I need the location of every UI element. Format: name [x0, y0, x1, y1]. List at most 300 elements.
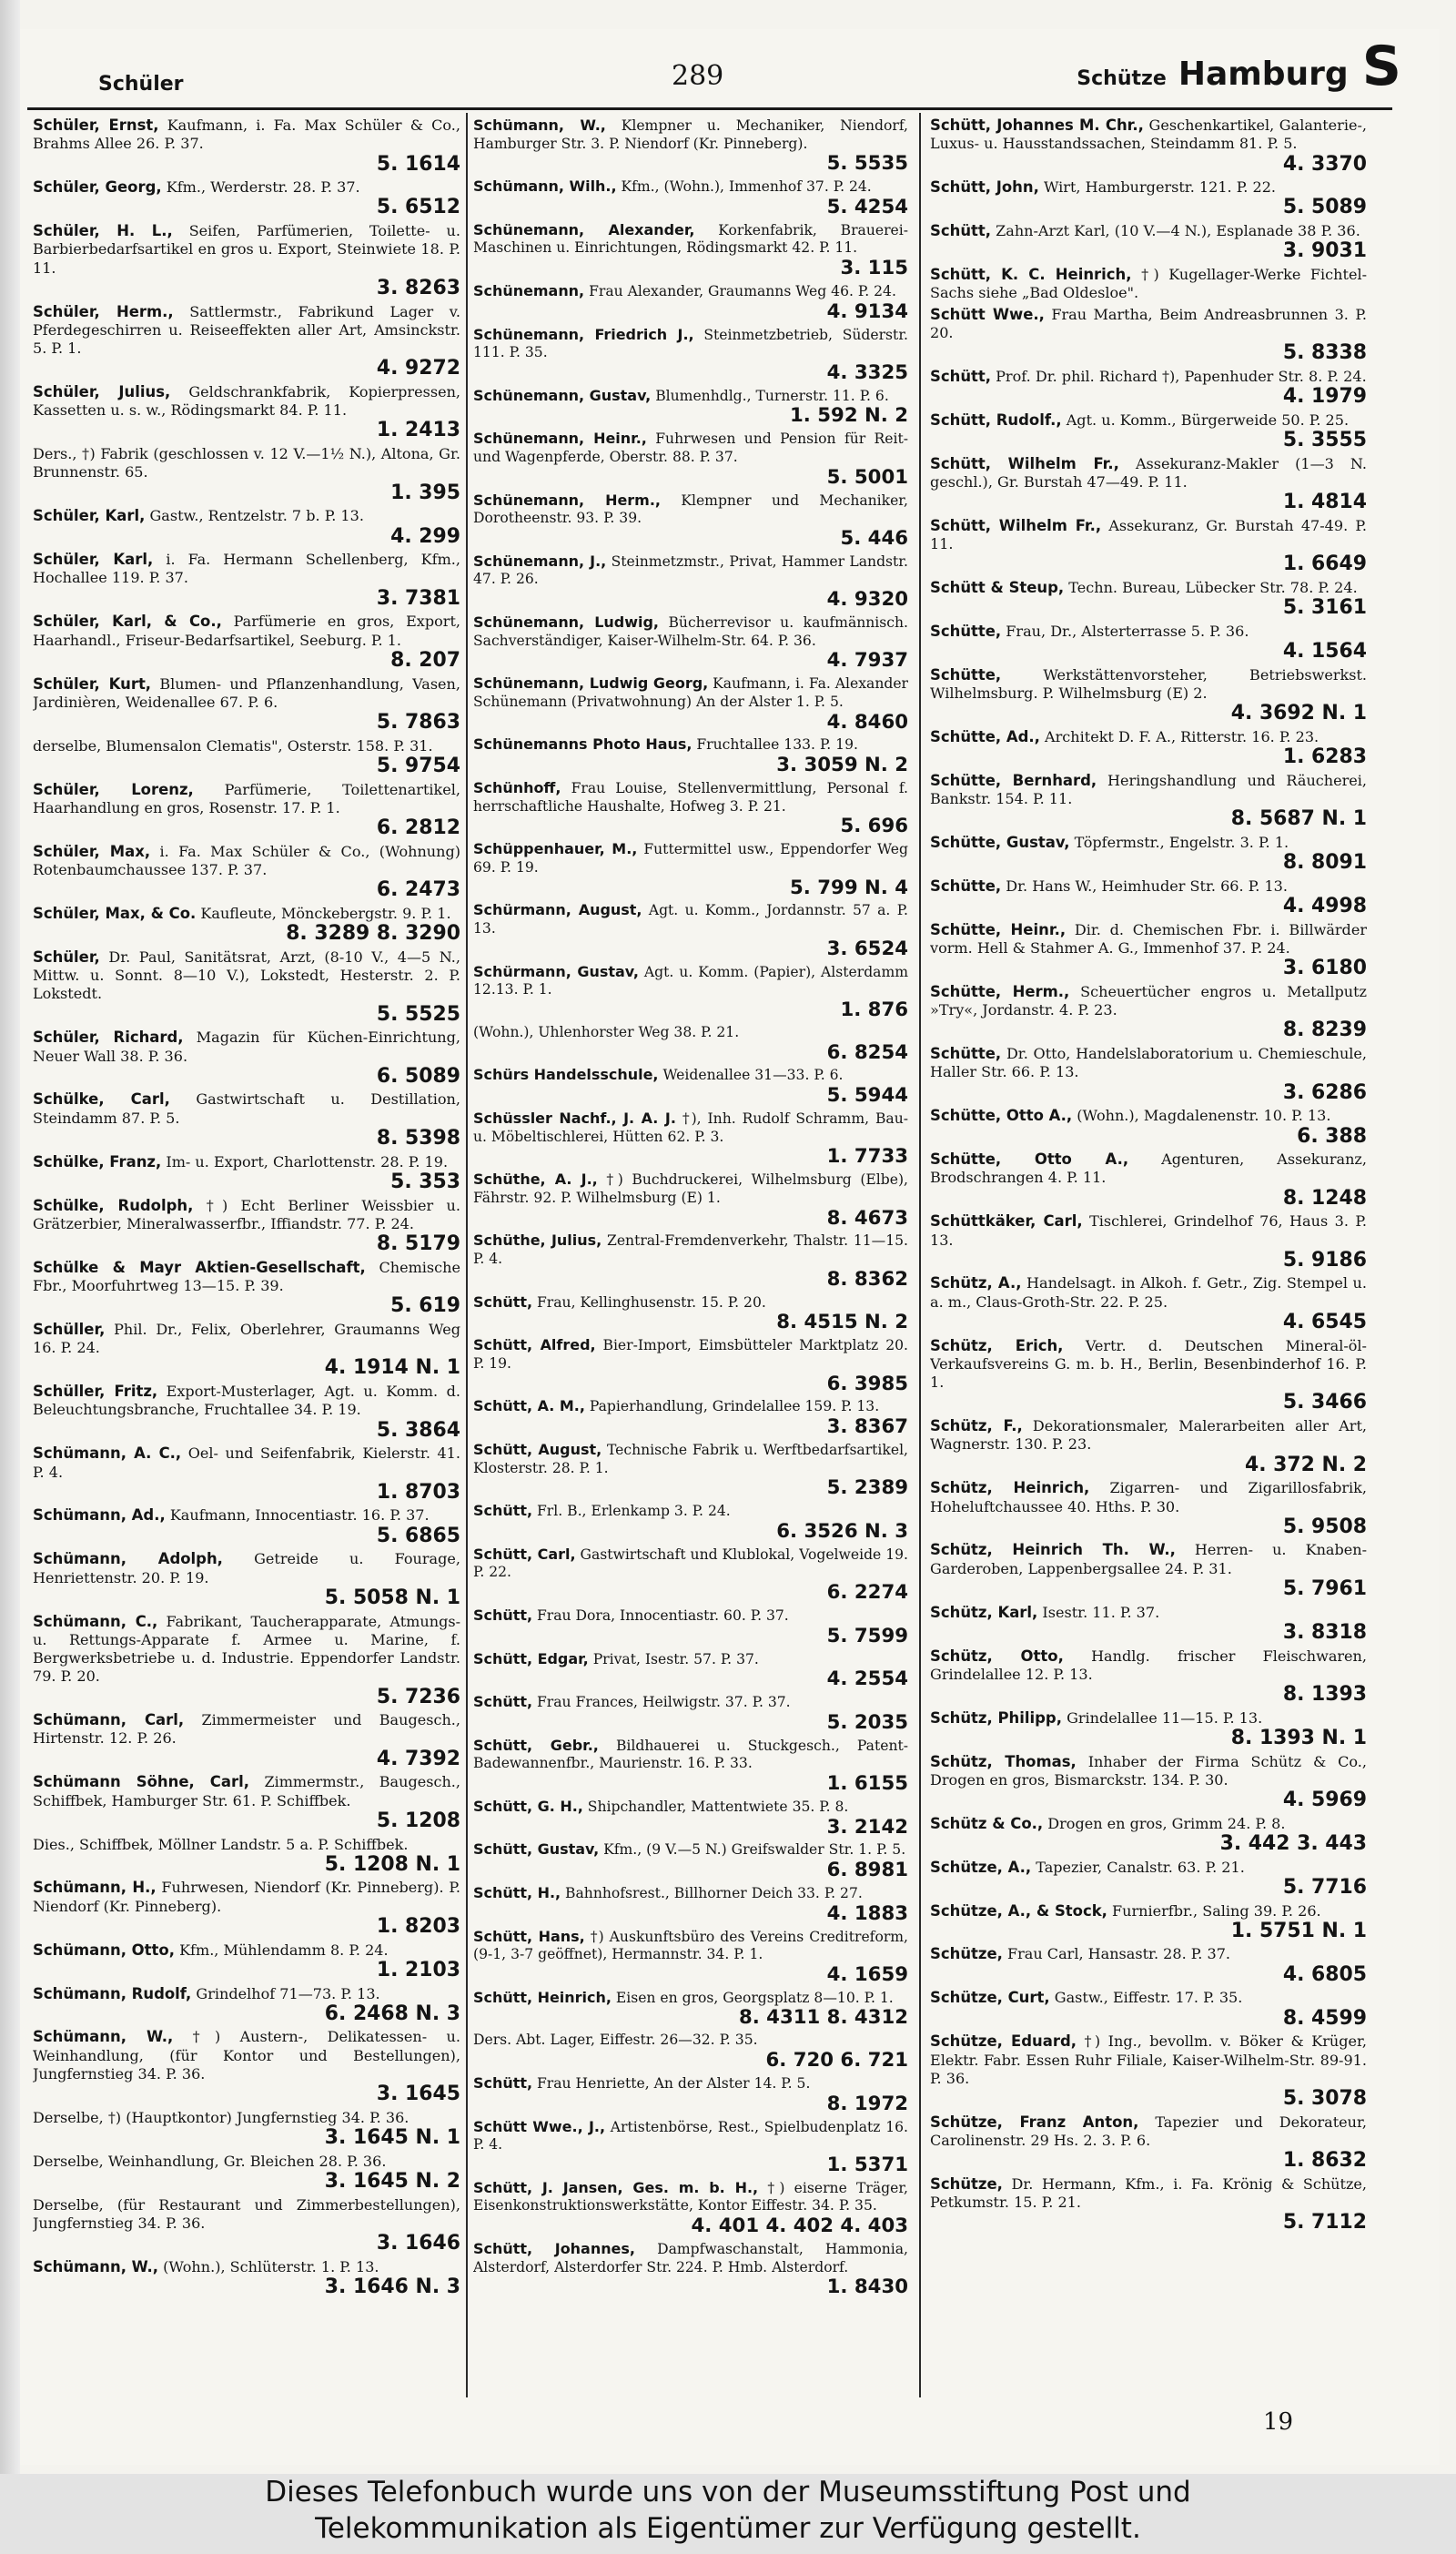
entry-details: Weidenallee 31—33. P. 6. — [662, 1067, 844, 1084]
phone-number: 5. 9754 — [376, 754, 460, 777]
entry-name: Schüler, Karl, — [33, 507, 146, 525]
directory-entry — [930, 1479, 1367, 1538]
entry-name: Schülke & Mayr Aktien-Gesellschaft, — [33, 1258, 366, 1276]
entry-name: Schümann, C., — [33, 1612, 158, 1630]
entry-text — [930, 1045, 1367, 1082]
entry-text — [33, 222, 460, 278]
entry-text — [33, 1985, 460, 2003]
entry-name: Schütze, Eduard, — [930, 2032, 1077, 2051]
phone-number: 3. 8367 — [826, 1415, 908, 1439]
directory-entry — [33, 675, 460, 735]
entry-text — [930, 306, 1367, 343]
entry-name: Schünemann, — [473, 282, 585, 299]
phone-number: 4. 7937 — [826, 649, 908, 673]
directory-entry — [930, 666, 1367, 725]
directory-entry — [33, 1321, 460, 1380]
entry-name: Schütte, Gustav, — [930, 833, 1070, 851]
directory-entry — [930, 877, 1367, 918]
entry-name: Schümann, A. C., — [33, 1444, 182, 1463]
entry-name: Schüller, — [33, 1320, 106, 1338]
directory-entry — [473, 2240, 908, 2298]
entry-text — [930, 517, 1367, 554]
entry-name: Schütz, Heinrich Th. W., — [930, 1541, 1176, 1559]
phone-number: 6. 2473 — [376, 878, 460, 902]
entry-text — [930, 728, 1367, 746]
directory-entry — [473, 1110, 908, 1168]
directory-entry — [930, 579, 1367, 620]
entry-text — [930, 2032, 1367, 2088]
entry-text — [473, 1231, 908, 1268]
directory-entry — [33, 507, 460, 548]
entry-name: Schütt, Johannes, — [473, 2239, 635, 2257]
entry-details: Frau Alexander, Graumanns Weg 46. P. 24. — [589, 283, 896, 299]
entry-details: Kfm., Werderstr. 28. P. 37. — [166, 178, 360, 197]
entry-name: Schütt, — [473, 1502, 533, 1520]
entry-name: Schümann, Rudolf, — [33, 1984, 192, 2002]
entry-details: Im- u. Export, Charlottenstr. 28. P. 19. — [166, 1152, 449, 1171]
entry-details: Ders. Abt. Lager, Eiffestr. 26—32. P. 35. — [473, 2032, 758, 2049]
entry-text — [473, 674, 908, 711]
entry-details: Kfm., (Wohn.), Immenhof 37. P. 24. — [621, 178, 872, 196]
entry-details: Bildhauerei u. Stuckgesch., Patent-Badewannenfbr., Maurienstr. 16. P. 33. — [473, 1737, 908, 1772]
phone-number: 5. 5001 — [826, 465, 908, 489]
entry-details: Parfümerie en gros, Export, Haarhandl., Friseur-Bedarfsartikel, Seeburg. P. 1. — [33, 613, 460, 649]
directory-entry — [473, 1737, 908, 1795]
header-letter: S — [1361, 35, 1401, 98]
entry-details: Shipchandler, Mattentwiete 35. P. 8. — [587, 1798, 849, 1815]
phone-number: 6. 2274 — [826, 1581, 908, 1605]
entry-name: Schütt, J. Jansen, Ges. m. b. H., — [473, 2178, 759, 2196]
directory-entry — [473, 1546, 908, 1604]
phone-number: 5. 9508 — [1282, 1515, 1367, 1538]
entry-details: Gastwirtschaft u. Destillation, Steindamm 87. P. 5. — [33, 1090, 460, 1127]
directory-entry — [930, 266, 1367, 303]
entry-name: Schütt, A. M., — [473, 1397, 585, 1415]
entry-text — [473, 1546, 908, 1582]
entry-details: Tischlerei, Grindelhof 76, Haus 3. P. 13. — [930, 1212, 1367, 1249]
entry-name: Schütt, K. C. Heinrich, — [930, 265, 1132, 283]
entry-details: Parfümerie, Toilettenartikel, Haarhandlung en gros, Rosenstr. 17. P. 1. — [33, 780, 460, 816]
phone-number: 5. 9186 — [1282, 1248, 1367, 1272]
directory-entry — [930, 178, 1367, 219]
entry-name: Schülke, Rudolph, — [33, 1196, 194, 1214]
entry-text — [473, 1171, 908, 1207]
footer-line-1: Dieses Telefonbuch wurde uns von der Museumsstiftung Post und — [265, 2476, 1191, 2508]
entry-text — [33, 1321, 460, 1358]
phone-number: 4. 7392 — [376, 1747, 460, 1770]
phone-number: 6. 3526 N. 3 — [776, 1519, 908, 1543]
entry-name: Schüler, Georg, — [33, 178, 162, 197]
directory-entry — [473, 2074, 908, 2115]
directory-entry — [473, 1840, 908, 1881]
phone-number: 4. 1659 — [826, 1962, 908, 1986]
phone-number: 8. 5687 N. 1 — [1230, 807, 1367, 831]
entry-text — [33, 1613, 460, 1687]
entry-name: Schünemann, Alexander, — [473, 220, 695, 238]
entry-text — [930, 222, 1367, 240]
phone-number: 5. 1614 — [376, 152, 460, 176]
entry-name: Schünemann, Ludwig, — [473, 613, 659, 631]
directory-entry — [33, 445, 460, 504]
entry-name: Schüler, — [33, 948, 100, 966]
entry-details: Bahnhofsrest., Billhorner Deich 33. P. 27. — [565, 1885, 863, 1902]
directory-entry — [33, 383, 460, 442]
entry-name: Schütt, — [473, 2073, 533, 2092]
entry-name: Schütt, John, — [930, 178, 1039, 197]
entry-name: Schütt, G. H., — [473, 1797, 583, 1815]
directory-entry — [33, 1941, 460, 1982]
entry-details: Frau Louise, Stellenvermittlung, Personal f. herrschaftliche Haushalte, Hofweg 3. P. 21. — [473, 780, 908, 815]
phone-number: 3. 1645 N. 1 — [324, 2126, 460, 2150]
phone-number: 5. 5058 N. 1 — [324, 1586, 460, 1609]
directory-entry — [33, 178, 460, 219]
entry-text — [930, 1989, 1367, 2007]
entry-name: Schüler, Max, & Co. — [33, 904, 197, 922]
entry-details: Bier-Import, Eimsbütteler Marktplatz 20. P. 19. — [473, 1337, 908, 1372]
directory-entry — [473, 1231, 908, 1290]
entry-text — [930, 877, 1367, 896]
directory-entry — [930, 1859, 1367, 1900]
entry-name: Schüler, Karl, & Co., — [33, 613, 222, 631]
entry-details: Phil. Dr., Felix, Oberlehrer, Graumanns Weg 16. P. 24. — [33, 1320, 460, 1357]
directory-entry — [473, 613, 908, 672]
entry-details: †) Ing., bevollm. v. Böker & Krüger, Elektr. Fabr. Essen Ruhr Filiale, Kaiser-Wilhelm-Str. 89-91. P. 36. — [930, 2032, 1367, 2087]
entry-text — [473, 221, 908, 258]
entry-details: Handelsagt. in Alkoh. f. Getr., Zig. Stempel u. a. m., Claus-Groth-Str. 22. P. 25. — [930, 1274, 1367, 1311]
entry-name: Schünemann, J., — [473, 552, 607, 570]
entry-details: Blumenhdlg., Turnerstr. 11. P. 6. — [655, 387, 889, 404]
directory-entry — [473, 779, 908, 837]
entry-details: Kaufleute, Mönckebergstr. 9. P. 1. — [200, 904, 451, 922]
entry-name: Schünemann, Gustav, — [473, 386, 652, 404]
header-city: Hamburg — [1178, 56, 1349, 93]
phone-number: 6. 720 6. 721 — [765, 2049, 908, 2073]
phone-number: 5. 5535 — [826, 152, 908, 176]
entry-text — [930, 1815, 1367, 1833]
entry-name: Schütt, Hans, — [473, 1927, 585, 1945]
directory-entry — [33, 1985, 460, 2026]
entry-details: Dampfwaschanstalt, Hammonia, Alsterdorf, Alsterdorfer Str. 224. P. Hmb. Alsterdorf. — [473, 2240, 908, 2275]
entry-text — [930, 368, 1367, 386]
entry-text — [473, 2032, 908, 2050]
entry-details: Inhaber der Firma Schütz & Co., Drogen en gros, Bismarckstr. 134. P. 30. — [930, 1752, 1367, 1789]
header-rule — [27, 107, 1392, 110]
directory-entry — [473, 1066, 908, 1107]
entry-details: Agt. u. Komm., Jordannstr. 57 a. P. 13. — [473, 902, 908, 937]
directory-entry — [473, 1502, 908, 1543]
entry-text — [33, 2258, 460, 2276]
phone-number: 8. 1393 N. 1 — [1230, 1726, 1367, 1749]
phone-number: 3. 1645 — [376, 2083, 460, 2106]
entry-text — [930, 666, 1367, 704]
entry-details: Assekuranz, Gr. Burstah 47-49. P. 11. — [930, 516, 1367, 552]
directory-entry — [473, 963, 908, 1021]
phone-number: 5. 446 — [840, 526, 908, 550]
phone-number: 4. 3325 — [826, 360, 908, 384]
entry-details: (Wohn.), Schlüterstr. 1. P. 13. — [163, 2257, 379, 2275]
entry-text — [33, 1550, 460, 1587]
phone-number: 1. 8203 — [376, 1914, 460, 1938]
entry-text — [930, 772, 1367, 809]
entry-name: Schütt, H., — [473, 1884, 561, 1902]
directory-column-1 — [33, 117, 460, 2383]
entry-name: Schünemann, Friedrich J., — [473, 325, 694, 343]
phone-number: 4. 1564 — [1282, 640, 1367, 664]
directory-entry — [33, 1197, 460, 1256]
entry-name: Schütte, — [930, 1045, 1002, 1063]
directory-entry — [930, 1709, 1367, 1750]
entry-name: Schünemann, Herm., — [473, 491, 661, 509]
entry-name: Schüppenhauer, M., — [473, 840, 638, 858]
phone-number: 5. 8338 — [1282, 341, 1367, 365]
entry-name: Schütze, — [930, 1945, 1003, 1963]
entry-details: Herren- u. Knaben-Garderoben, Lappenbergsallee 24. P. 31. — [930, 1541, 1367, 1577]
entry-details: Furnierfbr., Saling 39. P. 26. — [1112, 1901, 1321, 1920]
entry-text — [930, 1859, 1367, 1877]
entry-text — [473, 1928, 908, 1964]
entry-details: †) eiserne Träger, Eisenkonstruktionswerkstätte, Kontor Eiffestr. 34. P. 35. — [473, 2179, 908, 2214]
directory-entry — [473, 674, 908, 733]
phone-number: 6. 8981 — [826, 1859, 908, 1882]
entry-name: Schütt, — [930, 222, 992, 240]
phone-number: 5. 619 — [390, 1294, 460, 1318]
entry-text — [33, 1444, 460, 1482]
entry-text — [930, 1150, 1367, 1188]
directory-entry — [930, 1150, 1367, 1210]
entry-name: Schütt, Wilhelm Fr., — [930, 454, 1119, 472]
directory-entry — [473, 2032, 908, 2072]
directory-entry — [33, 843, 460, 902]
entry-text — [930, 1945, 1367, 1963]
phone-number: 6. 2468 N. 3 — [324, 2002, 460, 2025]
entry-text — [473, 326, 908, 362]
phone-number: 4. 9134 — [826, 299, 908, 323]
entry-details: Frau, Kellinghusenstr. 15. P. 20. — [537, 1293, 766, 1311]
entry-details: Korkenfabrik, Brauerei-Maschinen u. Einrichtungen, Rödingsmarkt 42. P. 11. — [473, 221, 908, 257]
entry-name: Schümann Söhne, Carl, — [33, 1773, 249, 1791]
directory-entry — [930, 834, 1367, 875]
directory-entry — [930, 623, 1367, 664]
entry-name: Schütt, Gebr., — [473, 1736, 599, 1754]
entry-name: Schüler, Karl, — [33, 551, 154, 569]
entry-text — [473, 117, 908, 153]
entry-text — [930, 921, 1367, 958]
archive-footer — [0, 2474, 1456, 2554]
directory-entry — [33, 737, 460, 778]
entry-text — [930, 117, 1367, 154]
directory-entry — [930, 1212, 1367, 1272]
entry-text — [930, 834, 1367, 852]
entry-text — [473, 779, 908, 816]
entry-name: Schüller, Fritz, — [33, 1383, 158, 1401]
entry-details: Derselbe, Weinhandlung, Gr. Bleichen 28. P. 36. — [33, 2152, 387, 2170]
entry-details: Bücherrevisor u. kaufmännisch. Sachverständiger, Kaiser-Wilhelm-Str. 64. P. 36. — [473, 614, 908, 649]
phone-number: 3. 442 3. 443 — [1219, 1832, 1367, 1856]
directory-entry — [473, 387, 908, 428]
entry-text — [33, 551, 460, 588]
directory-entry — [473, 840, 908, 898]
entry-details: Agt. u. Komm., Bürgerweide 50. P. 25. — [1066, 410, 1350, 429]
entry-name: Schüler, Max, — [33, 842, 151, 860]
phone-number: 5. 7236 — [376, 1685, 460, 1708]
directory-entry — [33, 303, 460, 380]
entry-details: Gastw., Eiffestr. 17. P. 35. — [1054, 1989, 1243, 2007]
entry-text — [33, 1711, 460, 1748]
phone-number: 8. 8362 — [826, 1267, 908, 1291]
entry-details: (Wohn.), Uhlenhorster Weg 38. P. 21. — [473, 1023, 740, 1040]
entry-name: Schütt, Rudolf., — [930, 410, 1062, 429]
directory-entry — [33, 1259, 460, 1318]
entry-name: Schürmann, August, — [473, 901, 642, 919]
entry-details: Prof. Dr. phil. Richard †), Papenhuder Str. 8. P. 24. — [996, 367, 1367, 385]
phone-number: 5. 7961 — [1282, 1576, 1367, 1600]
entry-details: Dir. d. Chemischen Fbr. i. Billwärder vorm. Hell & Stahmer A. G., Immenhof 37. P. 24. — [930, 920, 1367, 957]
header-last-name: Schütze — [1077, 67, 1167, 90]
entry-details: Sattlermstr., Fabrikund Lager v. Pferdegeschirren u. Reiseeffekten aller Art, Amsinckstr. 5. P. 1. — [33, 302, 460, 358]
phone-number: 5. 5525 — [376, 1002, 460, 1026]
phone-number: 5. 3555 — [1282, 428, 1367, 451]
entry-text — [33, 1153, 460, 1171]
entry-name: Schütze, A., & Stock, — [930, 1901, 1107, 1920]
directory-entry — [473, 117, 908, 175]
phone-number: 1. 8430 — [826, 2275, 908, 2299]
phone-number: 1. 4814 — [1282, 491, 1367, 514]
entry-name: Schütte, Ad., — [930, 727, 1040, 745]
phone-number: 3. 3059 N. 2 — [776, 754, 908, 777]
entry-text — [33, 2153, 460, 2171]
entry-text — [473, 735, 908, 755]
directory-entry — [33, 1613, 460, 1709]
entry-name: Schümann, Adolph, — [33, 1550, 223, 1568]
directory-entry — [930, 728, 1367, 769]
entry-text — [33, 1506, 460, 1525]
entry-details: Derselbe, (für Restaurant und Zimmerbestellungen), Jungfernstieg 34. P. 36. — [33, 2195, 460, 2232]
phone-number: 3. 6286 — [1282, 1080, 1367, 1104]
entry-text — [33, 2028, 460, 2083]
phone-number: 8. 1248 — [1282, 1186, 1367, 1210]
phone-number: 1. 395 — [390, 481, 460, 504]
entry-text — [930, 1479, 1367, 1516]
phone-number: 3. 1645 N. 2 — [324, 2170, 460, 2194]
directory-entry — [473, 1024, 908, 1064]
phone-number: 4. 1883 — [826, 1901, 908, 1925]
entry-name: Schütze, — [930, 2174, 1003, 2193]
directory-entry — [473, 177, 908, 218]
entry-text — [33, 1383, 460, 1420]
entry-text — [473, 1606, 908, 1626]
entry-name: Schütt, Carl, — [473, 1545, 576, 1563]
phone-number: 5. 3161 — [1282, 596, 1367, 620]
entry-details: Dr. Paul, Sanitätsrat, Arzt, (8-10 V., 4—5 N., Mittw. u. Sonnt. 8—10 V.), Lokstedt, Hesterstr. 2. P. Lokstedt. — [33, 948, 460, 1003]
directory-entry — [33, 1090, 460, 1150]
entry-text — [473, 177, 908, 197]
entry-name: Schüler, Herm., — [33, 302, 174, 320]
entry-details: Scheuertücher engros u. Metallputz »Try«, Jordanstr. 4. P. 23. — [930, 982, 1367, 1019]
entry-text — [473, 1066, 908, 1085]
entry-name: Schütt, — [473, 1693, 533, 1711]
entry-name: Schütz, A., — [930, 1274, 1022, 1292]
entry-details: Futtermittel usw., Eppendorfer Weg 69. P. 19. — [473, 841, 908, 876]
entry-name: Schünemanns Photo Haus, — [473, 735, 693, 754]
entry-text — [930, 2175, 1367, 2213]
column-divider — [919, 113, 921, 2397]
entry-details: Derselbe, †) (Hauptkontor) Jungfernstieg 34. P. 36. — [33, 2108, 410, 2126]
entry-text — [473, 2118, 908, 2154]
entry-name: Schüttkäker, Carl, — [930, 1212, 1083, 1231]
entry-name: Schürmann, Gustav, — [473, 962, 639, 980]
entry-details: Frau Henriette, An der Alster 14. P. 5. — [537, 2074, 811, 2092]
directory-entry — [473, 2179, 908, 2237]
directory-entry — [930, 1902, 1367, 1943]
directory-entry — [930, 517, 1367, 576]
entry-details: †) Buchdruckerei, Wilhelmsburg (Elbe), Fährstr. 92. P. Wilhelmsburg (E) 1. — [473, 1171, 908, 1206]
entry-name: Schünhoff, — [473, 779, 561, 796]
entry-text — [930, 1753, 1367, 1790]
phone-number: 3. 8263 — [376, 276, 460, 299]
directory-entry — [930, 1541, 1367, 1600]
entry-text — [473, 1110, 908, 1146]
directory-entry — [930, 1107, 1367, 1148]
entry-text — [930, 983, 1367, 1020]
entry-text — [33, 843, 460, 880]
entry-name: Schümann, Ad., — [33, 1506, 166, 1525]
entry-details: Frau Frances, Heilwigstr. 37. P. 37. — [537, 1694, 791, 1711]
entry-text — [33, 1773, 460, 1810]
entry-details: Frau Dora, Innocentiastr. 60. P. 37. — [537, 1607, 789, 1624]
phone-number: 4. 5969 — [1282, 1789, 1367, 1812]
directory-entry — [33, 1550, 460, 1609]
entry-name: Schülke, Franz, — [33, 1152, 162, 1171]
phone-number: 3. 1646 — [376, 2232, 460, 2255]
phone-number: 5. 799 N. 4 — [790, 876, 908, 899]
directory-entry — [930, 411, 1367, 452]
entry-text — [33, 1941, 460, 1960]
phone-number: 3. 6180 — [1282, 957, 1367, 980]
entry-details: Dr. Hermann, Kfm., i. Fa. Krönig & Schütze, Petkumstr. 15. P. 21. — [930, 2174, 1367, 2212]
entry-name: Schütt, — [930, 367, 992, 385]
phone-number: 8. 5179 — [376, 1232, 460, 1256]
entry-details: Fuhrwesen, Niendorf (Kr. Pinneberg). P. Niendorf (Kr. Pinneberg). — [33, 1879, 460, 1915]
phone-number: 3. 6524 — [826, 937, 908, 960]
directory-entry — [33, 117, 460, 176]
entry-details: Techn. Bureau, Lübecker Str. 78. P. 24. — [1068, 578, 1358, 596]
entry-text — [473, 492, 908, 528]
entry-text — [930, 1647, 1367, 1685]
directory-entry — [33, 1773, 460, 1832]
entry-details: Eisen en gros, Georgsplatz 8—10. P. 1. — [615, 1989, 894, 2006]
directory-entry — [473, 1884, 908, 1925]
directory-entry — [33, 1383, 460, 1442]
phone-number: 5. 1208 — [376, 1809, 460, 1832]
entry-text — [473, 1397, 908, 1416]
phone-number: 3. 115 — [840, 257, 908, 280]
entry-details: Oel- und Seifenfabrik, Kielerstr. 41. P. 4. — [33, 1444, 460, 1481]
header-last-entry — [1077, 35, 1401, 98]
directory-entry — [33, 1879, 460, 1938]
entry-text — [473, 1989, 908, 2008]
entry-text — [33, 1197, 460, 1234]
phone-number: 8. 4515 N. 2 — [776, 1311, 908, 1334]
entry-name: Schütt, Gustav, — [473, 1840, 600, 1859]
page-header — [80, 33, 1401, 106]
directory-entry — [930, 222, 1367, 263]
entry-details: Steinmetzbetrieb, Süderstr. 111. P. 35. — [473, 326, 908, 361]
directory-entry — [473, 221, 908, 279]
entry-details: Agenturen, Assekuranz, Brodschrangen 4. P. 11. — [930, 1150, 1367, 1187]
directory-entry — [33, 905, 460, 946]
phone-number: 1. 5371 — [826, 2153, 908, 2176]
directory-entry — [930, 117, 1367, 176]
